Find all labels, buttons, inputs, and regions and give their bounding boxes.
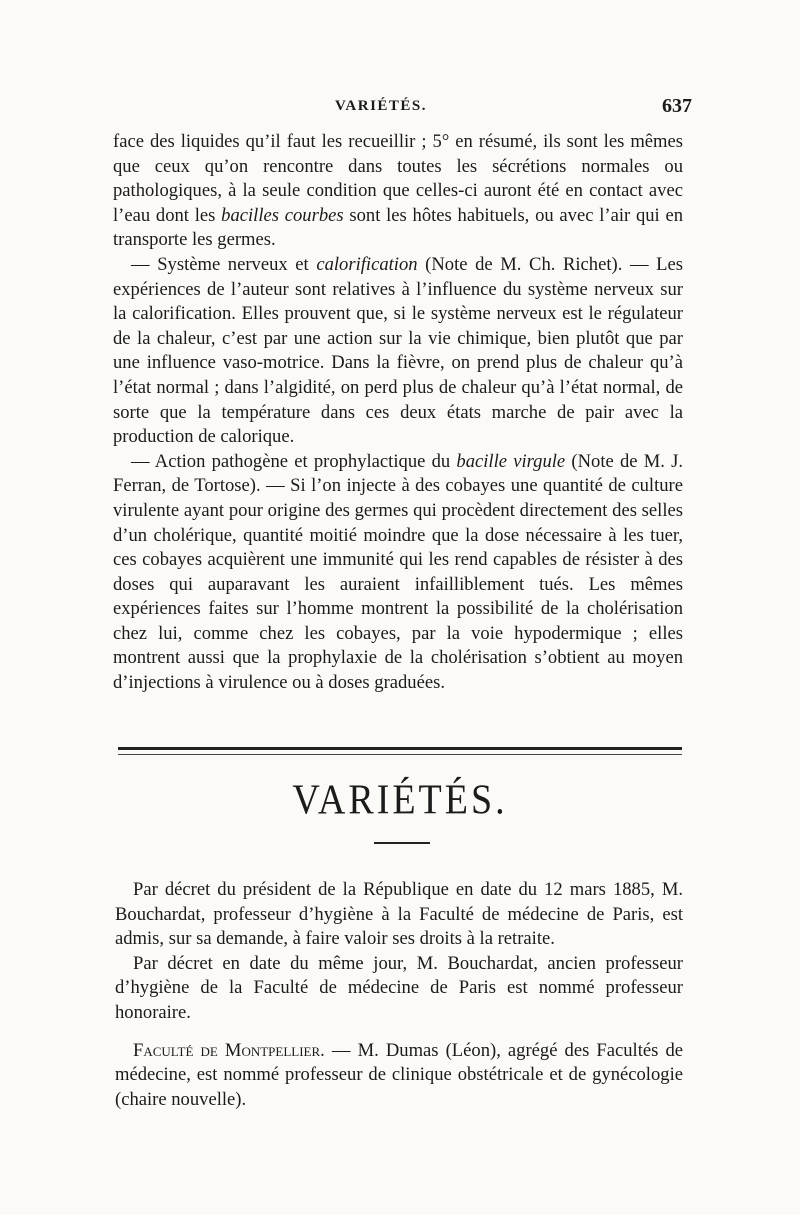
section-divider-thin — [118, 754, 682, 755]
paragraph-text: — Système nerveux et — [131, 253, 309, 275]
paragraph-text: — M. Dumas (Léon), agrégé des Facultés de médecine, est nommé professeur de clinique obstétricale et de gynécologie (chaire nouvelle). — [115, 1039, 684, 1110]
paragraph-text: (Note de M. Ch. Richet). — Les expériences de l’auteur sont relatives à l’influence du système nerveux sur la calorification. Elles prouvent que, si le système nerveux est le régulateur de la chaleur, c’est par une action sur la vie chimique, bien plutôt que par une influence vaso-motrice. Dans la fièvre, on prend plus de chaleur qu’à l’état normal ; dans l’algidité, on perd plus de chaleur qu’à l’état normal, de sorte que la température dans ces deux états marche de pair avec la production de calorique. — [113, 253, 684, 448]
italic-term: bacille virgule — [456, 450, 566, 472]
section-divider-thick — [118, 747, 682, 750]
academy-notes-block — [113, 130, 683, 696]
running-head — [0, 95, 800, 124]
title-underline — [374, 842, 430, 844]
running-title: VARIÉTÉS. — [335, 98, 428, 114]
paragraph-text: sont les hôtes habituels, ou avec l’air qui en transporte les germes. — [113, 204, 684, 251]
page-number: 637 — [662, 95, 692, 117]
faculty-heading: Faculté de Montpellier. — [133, 1039, 325, 1061]
paragraph-decree-honorary: Par décret en date du même jour, M. Bouchardat, ancien professeur d’hygiène de la Faculté de médecine de Paris est nommé professeur honoraire. — [115, 952, 683, 1023]
italic-term: calorification — [316, 253, 418, 275]
paragraph-text: — Action pathogène et prophylactique du — [131, 450, 451, 472]
paragraph-montpellier — [115, 1039, 683, 1113]
paragraph-richet-note — [113, 253, 683, 450]
varietes-block — [115, 878, 683, 1112]
section-title: VARIÉTÉS. — [292, 776, 508, 824]
paragraph-decree-retirement: Par décret du président de la République en date du 12 mars 1885, M. Bouchardat, professeur d’hygiène à la Faculté de médecine de Paris, est admis, sur sa demande, à faire valoir ses droits à la retraite. — [115, 879, 683, 950]
paragraph-text: face des liquides qu’il faut les recueillir ; 5° en résumé, ils sont les mêmes que ceux qu’on rencontre dans toutes les sécrétions normales ou pathologiques, à la seule condition que celles-ci auront été en contact avec l’eau dont les — [113, 131, 683, 226]
paragraph-text: (Note de M. J. Ferran, de Tortose). — Si l’on injecte à des cobayes une quantité de culture virulente ayant pour origine des germes qui procèdent directement des selles d’un cholérique, quantité moitié moindre que la dose nécessaire à les tuer, ces cobayes acquièrent une immunité qui les rend capables de résister à des doses qui auparavant les auraient infailliblement tués. Les mêmes expériences faites sur l’homme montrent la possibilité de la cholérisation chez lui, comme chez les cobayes, par la voie hypodermique ; elles montrent aussi que la prophylaxie de la cholérisation s’obtient au moyen d’injections à virulence ou à doses graduées. — [113, 450, 683, 694]
paragraph-gap — [115, 1026, 683, 1039]
paragraph-continuation — [113, 130, 683, 253]
italic-term: bacilles courbes — [221, 204, 344, 226]
paragraph-ferran-note — [113, 450, 683, 696]
